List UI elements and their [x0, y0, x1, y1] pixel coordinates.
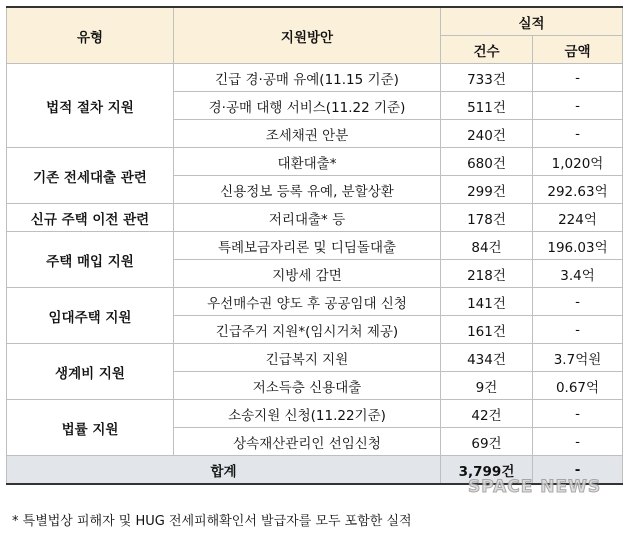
category-cell: 법률 지원 — [7, 400, 174, 456]
count-cell: 141건 — [441, 288, 533, 316]
plan-cell: 조세채권 안분 — [174, 120, 441, 148]
table-row — [7, 232, 623, 260]
count-cell: 240건 — [441, 120, 533, 148]
total-count: 3,799건 — [441, 456, 533, 485]
count-cell: 218건 — [441, 260, 533, 288]
header-plan: 지원방안 — [174, 7, 441, 64]
count-cell: 434건 — [441, 344, 533, 372]
amount-cell: 196.03억 — [533, 232, 623, 260]
count-cell: 84건 — [441, 232, 533, 260]
watermark-logo: SPACE NEWS — [468, 477, 602, 497]
plan-cell: 신용정보 등록 유예, 분할상환 — [174, 176, 441, 204]
table-row — [7, 204, 623, 232]
plan-cell: 저소득층 신용대출 — [174, 372, 441, 400]
amount-cell: - — [533, 120, 623, 148]
support-results-table — [6, 6, 623, 485]
amount-cell: - — [533, 428, 623, 456]
plan-cell: 대환대출* — [174, 148, 441, 176]
amount-cell: 224억 — [533, 204, 623, 232]
count-cell: 9건 — [441, 372, 533, 400]
category-cell: 법적 절차 지원 — [7, 64, 174, 148]
plan-cell: 긴급 경·공매 유예(11.15 기준) — [174, 64, 441, 92]
count-cell: 511건 — [441, 92, 533, 120]
amount-cell: - — [533, 400, 623, 428]
amount-cell: - — [533, 316, 623, 344]
count-cell: 299건 — [441, 176, 533, 204]
plan-cell: 경·공매 대행 서비스(11.22 기준) — [174, 92, 441, 120]
count-cell: 680건 — [441, 148, 533, 176]
amount-cell: 3.7억원 — [533, 344, 623, 372]
table-row — [7, 344, 623, 372]
table-row — [7, 148, 623, 176]
amount-cell: - — [533, 64, 623, 92]
table-row — [7, 64, 623, 92]
category-cell: 임대주택 지원 — [7, 288, 174, 344]
plan-cell: 특례보금자리론 및 디딤돌대출 — [174, 232, 441, 260]
total-amount: - — [533, 456, 623, 485]
amount-cell: 3.4억 — [533, 260, 623, 288]
category-cell: 신규 주택 이전 관련 — [7, 204, 174, 232]
footnote: * 특별법상 피해자 및 HUG 전세피해확인서 발급자를 모두 포함한 실적 — [12, 514, 412, 529]
amount-cell: 1,020억 — [533, 148, 623, 176]
category-cell: 기존 전세대출 관련 — [7, 148, 174, 204]
header-result: 실적 — [441, 7, 623, 36]
plan-cell: 긴급복지 지원 — [174, 344, 441, 372]
category-cell: 주택 매입 지원 — [7, 232, 174, 288]
plan-cell: 지방세 감면 — [174, 260, 441, 288]
amount-cell: 0.67억 — [533, 372, 623, 400]
amount-cell: - — [533, 288, 623, 316]
count-cell: 42건 — [441, 400, 533, 428]
count-cell: 161건 — [441, 316, 533, 344]
plan-cell: 저리대출* 등 — [174, 204, 441, 232]
plan-cell: 소송지원 신청(11.22기준) — [174, 400, 441, 428]
total-label: 합계 — [7, 456, 441, 485]
table-row — [7, 400, 623, 428]
plan-cell: 긴급주거 지원*(임시거처 제공) — [174, 316, 441, 344]
table-row — [7, 288, 623, 316]
header-count: 건수 — [441, 36, 533, 64]
count-cell: 733건 — [441, 64, 533, 92]
header-amount: 금액 — [533, 36, 623, 64]
plan-cell: 상속재산관리인 선임신청 — [174, 428, 441, 456]
amount-cell: - — [533, 92, 623, 120]
count-cell: 178건 — [441, 204, 533, 232]
amount-cell: 292.63억 — [533, 176, 623, 204]
category-cell: 생계비 지원 — [7, 344, 174, 400]
count-cell: 69건 — [441, 428, 533, 456]
header-type: 유형 — [7, 7, 174, 64]
plan-cell: 우선매수권 양도 후 공공임대 신청 — [174, 288, 441, 316]
